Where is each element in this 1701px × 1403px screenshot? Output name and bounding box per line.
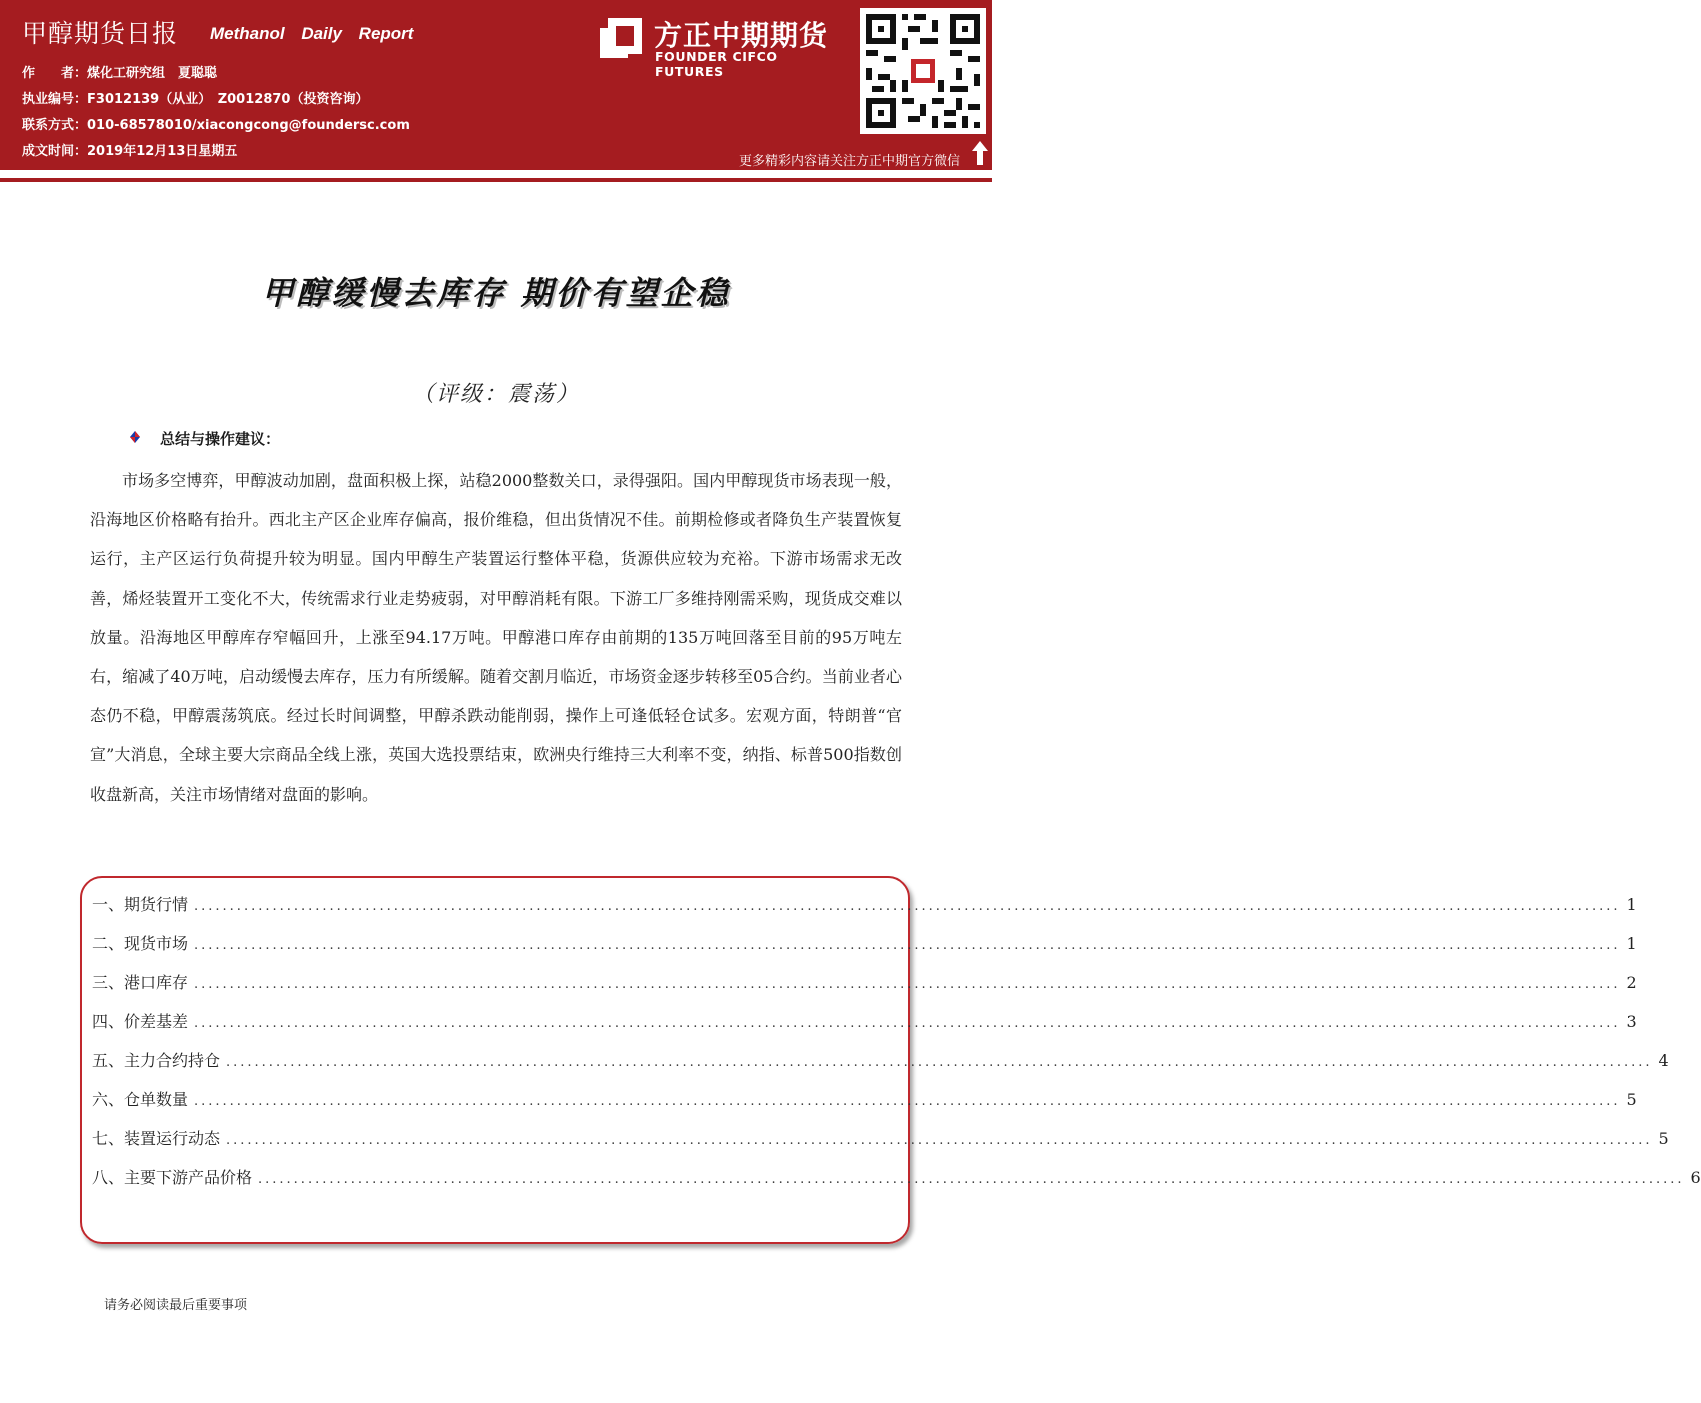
toc-item[interactable] [92, 1126, 1669, 1165]
toc-item[interactable] [92, 970, 1637, 1009]
logo-text-en: FOUNDER CIFCO FUTURES [655, 49, 778, 79]
author-value: 煤化工研究组 夏聪聪 [87, 66, 218, 81]
page-title: 甲醇缓慢去库存 期价有望企稳 [261, 274, 731, 312]
toc-item-title: 八、主要下游产品价格 [92, 1168, 253, 1187]
report-header [0, 0, 992, 170]
author-label: 作 者： [22, 66, 88, 81]
toc-item-title: 二、现货市场 [92, 934, 189, 953]
diamond-bullet-icon [128, 430, 142, 444]
company-logo [598, 14, 850, 79]
contact-value[interactable]: 010-68578010/xiacongcong@foundersc.com [87, 118, 410, 133]
contact-label: 联系方式： [22, 118, 88, 133]
toc-item-page: 5 [1658, 1129, 1669, 1148]
qr-code-icon[interactable] [860, 8, 986, 134]
toc-item[interactable] [92, 892, 1637, 931]
toc-item-title: 五、主力合约持仓 [92, 1051, 221, 1070]
footer-disclaimer-note: 请务必阅读最后重要事项 [104, 1298, 248, 1313]
toc-dot-leader: ........................................................................................................................................................................................................ [194, 977, 1621, 992]
toc-item-page: 6 [1690, 1168, 1701, 1187]
toc-item-title: 四、价差基差 [92, 1012, 189, 1031]
toc-item[interactable] [92, 1048, 1669, 1087]
summary-heading [128, 428, 280, 449]
toc-item[interactable] [92, 931, 1637, 970]
toc-dot-leader: ........................................................................................................................................................................................................ [258, 1172, 1685, 1187]
rating-label: （评级：震荡） [411, 382, 580, 407]
toc-item[interactable] [92, 1009, 1637, 1048]
contact-row [22, 114, 410, 133]
header-divider [0, 178, 992, 182]
toc-dot-leader: ........................................................................................................................................................................................................ [226, 1133, 1653, 1148]
toc-dot-leader: ........................................................................................................................................................................................................ [194, 1094, 1621, 1109]
founder-logo-icon [598, 14, 644, 60]
toc-item-title: 一、期货行情 [92, 895, 189, 914]
toc-item[interactable] [92, 1165, 1701, 1204]
toc-item-title: 三、港口库存 [92, 973, 189, 992]
toc-item-page: 1 [1626, 895, 1637, 914]
logo-text-cn: 方正中期期货 [654, 19, 829, 52]
toc-item-page: 4 [1658, 1051, 1669, 1070]
report-title-cn: 甲醇期货日报 [22, 19, 179, 48]
toc-item-title: 七、装置运行动态 [92, 1129, 221, 1148]
toc-item-page: 1 [1626, 934, 1637, 953]
date-label: 成文时间： [22, 144, 88, 159]
license-label: 执业编号： [22, 92, 88, 107]
toc-item[interactable] [92, 1087, 1637, 1126]
toc-item-title: 六、仓单数量 [92, 1090, 189, 1109]
summary-paragraph: 市场多空博弈，甲醇波动加剧，盘面积极上探，站稳2000整数关口，录得强阳。国内甲醇现货市场表现一般，沿海地区价格略有抬升。西北主产区企业库存偏高，报价维稳，但出货情况不佳。前期检修或者降负生产装置恢复运行，主产区运行负荷提升较为明显。国内甲醇生产装置运行整体平稳，货源供应较为充裕。下游市场需求无改善，烯烃装置开工变化不大，传统需求行业走势疲弱，对甲醇消耗有限。下游工厂多维持刚需采购，现货成交难以放量。沿海地区甲醇库存窄幅回升，上涨至94.17万吨。甲醇港口库存由前期的135万吨回落至目前的95万吨左右，缩减了40万吨，启动缓慢去库存，压力有所缓解。随着交割月临近，市场资金逐步转移至05合约。当前业者心态仍不稳，甲醇震荡筑底。经过长时间调整，甲醇杀跌动能削弱，操作上可逢低轻仓试多。宏观方面，特朗普“官宣”大消息，全球主要大宗商品全线上涨，英国大选投票结束，欧洲央行维持三大利率不变，纳指、标普500指数创收盘新高，关注市场情绪对盘面的影响。 [90, 471, 902, 804]
toc-dot-leader: ........................................................................................................................................................................................................ [194, 1016, 1621, 1031]
date-value: 2019年12月13日星期五 [87, 144, 238, 159]
toc-item-page: 5 [1626, 1090, 1637, 1109]
toc-dot-leader: ........................................................................................................................................................................................................ [194, 938, 1621, 953]
toc-dot-leader: ........................................................................................................................................................................................................ [194, 899, 1621, 914]
license-value: F3012139（从业） Z0012870（投资咨询） [87, 92, 369, 107]
report-title-en: Methanol Daily Report [210, 24, 414, 43]
arrow-up-icon [970, 140, 990, 166]
author-row [22, 62, 217, 81]
toc-item-page: 3 [1626, 1012, 1637, 1031]
table-of-contents [92, 892, 1701, 1204]
license-row [22, 88, 368, 107]
toc-item-page: 2 [1626, 973, 1637, 992]
toc-dot-leader: ........................................................................................................................................................................................................ [226, 1055, 1653, 1070]
wechat-follow-note: 更多精彩内容请关注方正中期官方微信 [738, 154, 960, 169]
summary-heading-text: 总结与操作建议： [160, 430, 281, 448]
date-row [22, 140, 237, 159]
